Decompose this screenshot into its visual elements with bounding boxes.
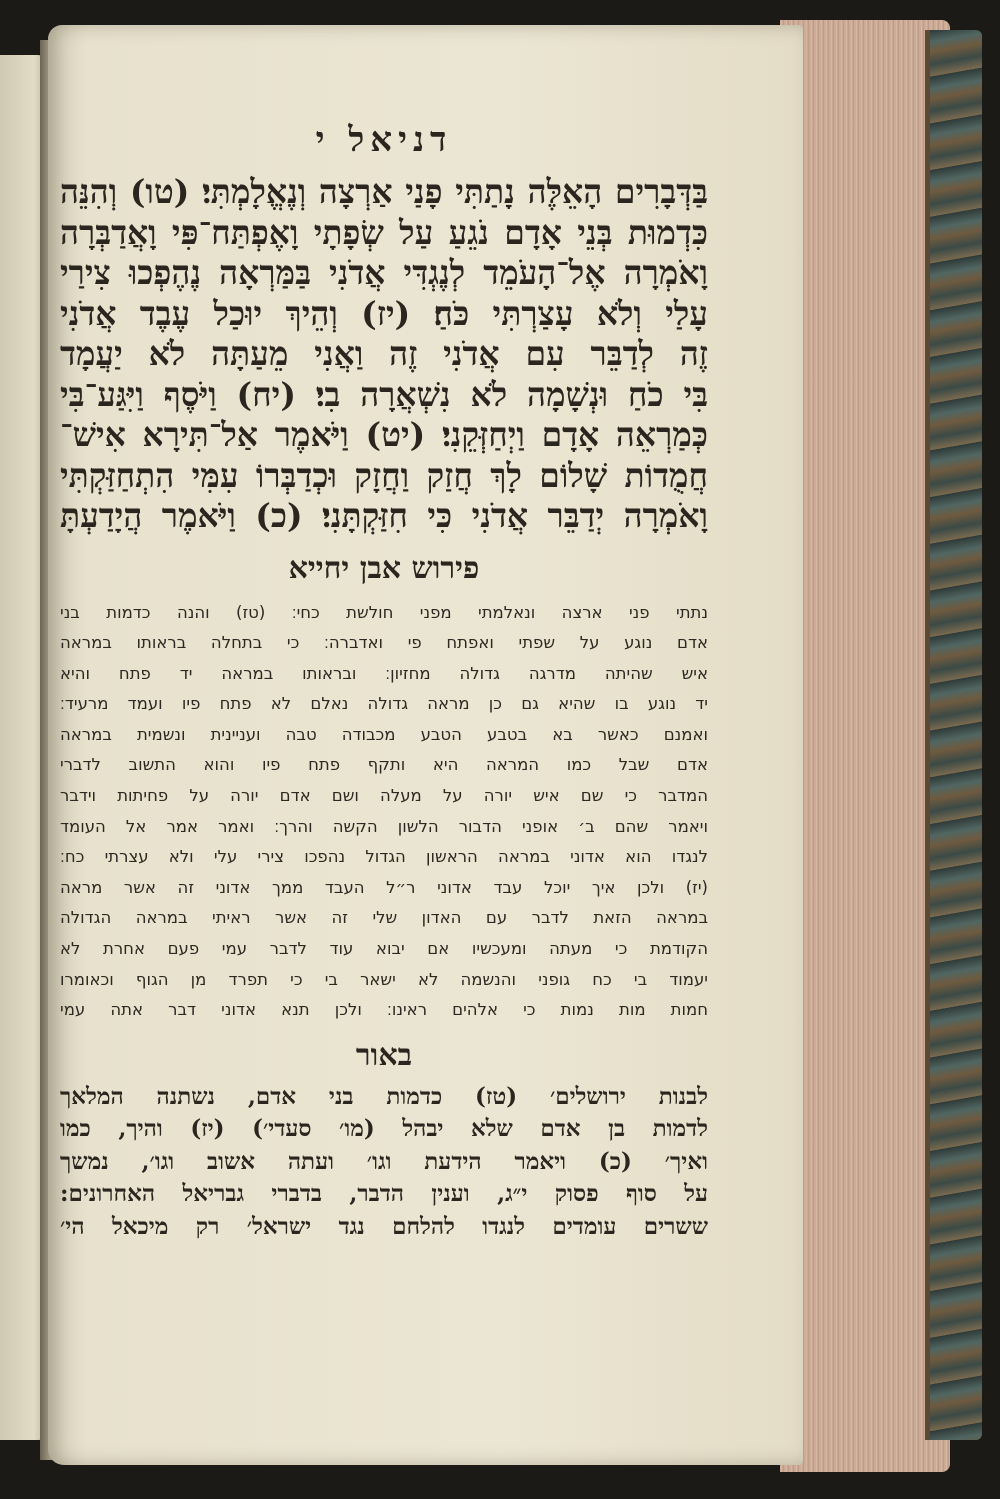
commentary-line: חמות מות נמות כי אלהים ראינו׃ ולכן תנא אדוני דבר אתה עמי bbox=[60, 1000, 708, 1020]
commentary-line: הקודמת כי מעתה ומעכשיו אם יבוא עוד לדבר עמי פעם אחרת לא bbox=[60, 939, 708, 959]
verse-line: זֶה לְדַבֵּר עִם אֲדֹנִי זֶה וַאֲנִי מֵעַתָּה לֹא יַעֲמָד bbox=[60, 334, 708, 373]
verse-line: וָאֹמְרָה יְדַבֵּר אֲדֹנִי כִּי חִזַּקְתָּנִי׃ (כ) וַיֹּאמֶר הֲיָדַעְתָּ bbox=[60, 496, 708, 535]
verse-line: בַּדְּבָרִים הָאֵלֶּה נָתַתִּי פָנַי אַרְצָה וְנֶאֱלָמְתִּי׃ (טו) וְהִנֵּה bbox=[60, 172, 708, 211]
commentary-line: ואמנם כאשר בא בטבע הטבע מכבודה טבה ועניינית ונשמית במראה bbox=[60, 724, 708, 744]
page-text bbox=[60, 120, 708, 1243]
commentary-line: (יז) ולכן איך יוכל עבד אדוני ר״ל העבד ממך אדוני זה אשר מראה bbox=[60, 877, 708, 897]
verse-line: בִּי כֹחַ וּנְשָׁמָה לֹא נִשְׁאֲרָה בִי׃ (יח) וַיֹּסֶף וַיִּגַּע־בִּי bbox=[60, 374, 708, 414]
commentary-line: איש שהיתה מדרגה גדולה מחזיון׃ ובראותו במראה יד פתח והיא bbox=[60, 663, 708, 683]
commentary-line: אדם נוגע על שפתי ואפתח פי ואדברה׃ כי בתחלה בראותו במראה bbox=[60, 633, 708, 653]
verse-line: חֲמֻדוֹת שָׁלוֹם לָךְ חֲזַק וַחֲזָק וּכְדַבְּרוֹ עִמִּי הִתְחַזַּקְתִּי bbox=[60, 455, 708, 495]
commentary-line: במראה הזאת לדבר עם האדון שלי זה אשר ראיתי במראה הגדולה bbox=[60, 908, 708, 928]
verse-line: עָלַי וְלֹא עָצַרְתִּי כֹּחַ׃ (יז) וְהֵיךְ יוּכַל עֶבֶד אֲדֹנִי bbox=[60, 293, 708, 333]
commentary-title: פירוש אבן יחייא bbox=[288, 550, 480, 586]
commentary-line: המדבר כי שם איש יורה על מעלה ושם אדם יורה על פחיתות וידבר bbox=[60, 786, 708, 806]
verse-line: כִּדְמוּת בְּנֵי אָדָם נֹגֵעַ עַל שְׂפָתָי וָאֶפְתַּח־פִּי וָאֲדַבְּרָה bbox=[60, 212, 708, 252]
biur-line: ששרים עומדים לנגדו להלחם נגד ישראל׳ רק מיכאל הי׳ bbox=[60, 1212, 708, 1240]
marbled-cover bbox=[930, 30, 982, 1440]
commentary-block bbox=[60, 598, 708, 1026]
verse-line: וָאֹמְרָה אֶל־הָעֹמֵד לְנֶגְדִּי אֲדֹנִי בַּמַּרְאָה נֶהֶפְכוּ צִירַי bbox=[60, 253, 708, 292]
commentary-line: יעמוד בי כח גופני והנשמה לא ישאר בי כי תפרד מן הגוף וכאומרו bbox=[60, 969, 708, 989]
biur-line: על סוף פסוק י״ג, וענין הדבר, בדברי גבריאל האחרונים: bbox=[60, 1180, 708, 1208]
biur-line: לבנות ירושלים׳ (טז) כדמות בני אדם, נשתנה המלאך bbox=[60, 1082, 708, 1110]
biur-line: ואיך׳ (כ) ויאמר הידעת וגו׳ ועתה אשוב וגו׳, נמשך bbox=[60, 1147, 708, 1175]
commentary-line: לנגדו הוא אדוני במראה הראשון הגדול נהפכו צירי עלי ולא עצרתי כח׃ bbox=[60, 847, 708, 867]
running-head: דניאל י bbox=[315, 120, 453, 160]
commentary-line: ויאמר שהם ב׳ אופני הדבור הלשון הקשה והרך׃ ואמר אמר אל העומד bbox=[60, 816, 708, 836]
commentary-line: נתתי פני ארצה ונאלמתי מפני חולשת כחי׃ (טז) והנה כדמות בני bbox=[60, 602, 708, 622]
biur-title: באור bbox=[355, 1037, 413, 1073]
commentary-line: אדם שבל כמו המראה היא ותקף פתח פיו והוא התשוב לדברי bbox=[60, 755, 708, 775]
verse-block bbox=[60, 172, 708, 537]
commentary-line: יד נוגע בו שהיא גם כן מראה גדולה נאלם לא פתח פיו ועמד מרעיד׃ bbox=[60, 694, 708, 714]
biur-block bbox=[60, 1081, 708, 1244]
biur-line: לדמות בן אדם שלא יבהל (מו׳ סעדי׳) (יז) והיך, כמו bbox=[60, 1115, 708, 1143]
verse-line: כְּמַרְאֵה אָדָם וַיְחַזְּקֵנִי׃ (יט) וַיֹּאמֶר אַל־תִּירָא אִישׁ־ bbox=[60, 415, 708, 454]
